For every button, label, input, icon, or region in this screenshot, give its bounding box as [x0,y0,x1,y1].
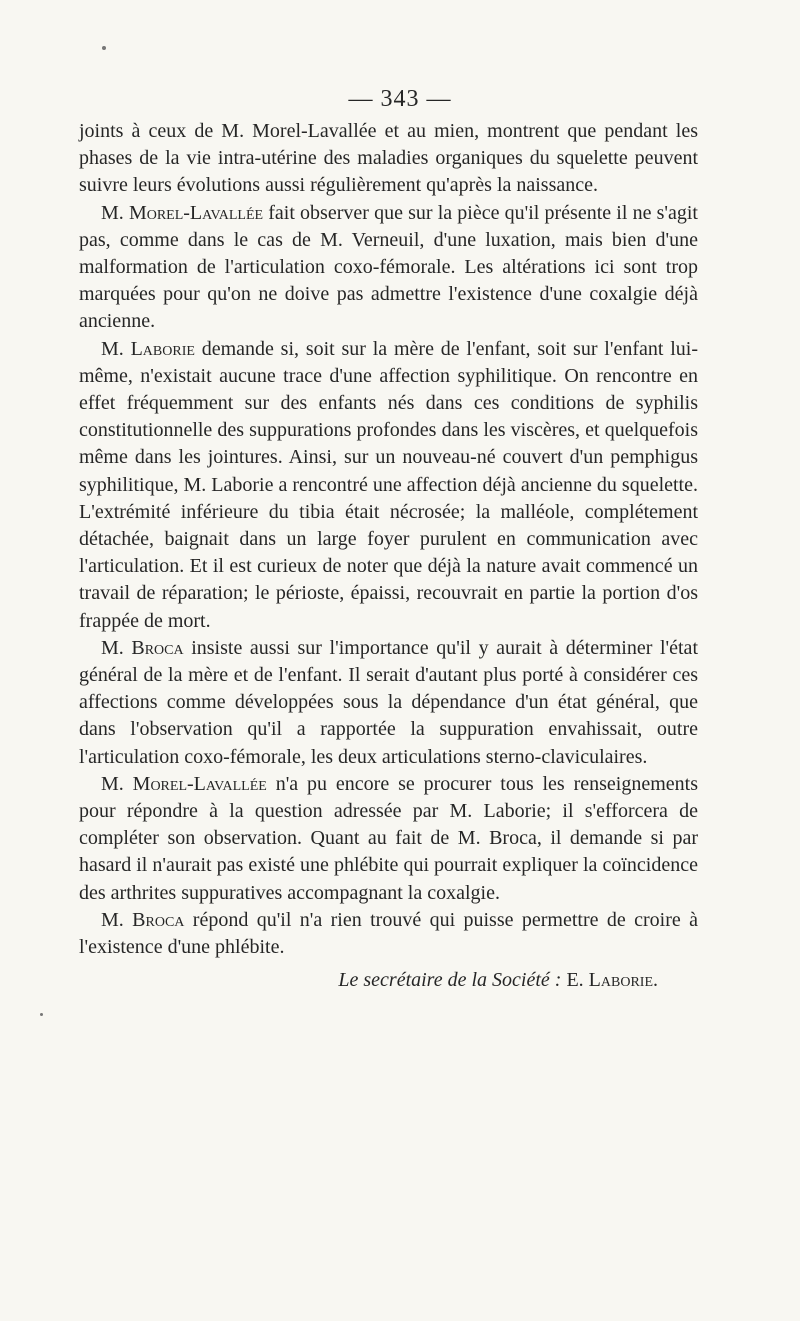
paragraph-text: n'a pu encore se procurer tous les renseignements pour répondre à la question adressée par M. Laborie; il s'efforcera de compléter son observation. Quant au fait de M. Broca, il demande si par hasard il n'aurait pas existé une phlébite qui pourrait expliquer la coïncidence des arthrites suppuratives accompagnant la coxalgie. [79,772,698,904]
speaker-name: M. Laborie [101,337,195,360]
paragraph-morel-lavallee-2 [79,771,698,907]
secretary-signature [79,967,698,994]
speaker-name: M. Morel-Lavallée [101,772,267,795]
paragraph-text: joints à ceux de M. Morel-Lavallée et au mien, montrent que pendant les phases de la vie intra-utérine des maladies organiques du squelette peuvent suivre leurs évolutions aussi régulièrement qu'après la naissance. [79,120,698,197]
paragraph-broca-2 [79,907,698,961]
page-number: — 343 — [348,86,452,112]
paragraph-text: répond qu'il n'a rien trouvé qui puisse permettre de croire à l'existence d'une phlébite. [79,908,699,959]
paragraph-broca-1 [79,635,698,771]
ink-speck [102,46,106,50]
paragraph-morel-lavallee-1 [79,200,698,336]
paragraph-laborie [79,336,698,635]
ink-speck [40,1013,43,1016]
paragraph-text: insiste aussi sur l'importance qu'il y aurait à déterminer l'état général de la mère et de l'enfant. Il serait d'autant plus porté à considérer ces affections comme développées sous la dépendance d'un état général, que dans l'observation qu'il a rapportée la suppuration envahissait, outre l'articulation coxo-fémorale, les deux articulations sterno-claviculaires. [79,636,698,768]
speaker-name: M. Broca [101,636,184,659]
speaker-name: M. Morel-Lavallée [101,201,264,224]
speaker-name: M. Broca [101,908,185,931]
paragraph-continuation [79,118,698,200]
signature-role: Le secrétaire de la Société : [338,969,562,992]
paragraph-text: fait observer que sur la pièce qu'il présente il ne s'agit pas, comme dans le cas de M. Verneuil, d'une luxation, mais bien d'une malformation de l'articulation coxo-fémorale. Les altérations ici sont trop marquées pour qu'on ne doive pas admettre l'existence d'une coxalgie déjà ancienne. [79,201,698,333]
signature-name: E. Laborie. [566,969,658,992]
paragraph-text: demande si, soit sur la mère de l'enfant, soit sur l'enfant lui-même, n'existait aucune trace d'une affection syphilitique. On rencontre en effet fréquemment sur des enfants nés dans ces conditions de syphilis constitutionnelle des suppurations profondes dans les viscères, et quelquefois même dans les jointures. Ainsi, sur un nouveau-né couvert d'un pemphigus syphilitique, M. Laborie a rencontré une affection déjà ancienne du squelette. L'extrémité inférieure du tibia était nécrosée; la malléole, complétement détachée, baignait dans un large foyer purulent en communication avec l'articulation. Et il est curieux de noter que déjà la nature avait commencé un travail de réparation; le périoste, épaissi, recouvrait en partie la portion d'os frappée de mort. [79,337,698,632]
body-text [79,118,698,995]
